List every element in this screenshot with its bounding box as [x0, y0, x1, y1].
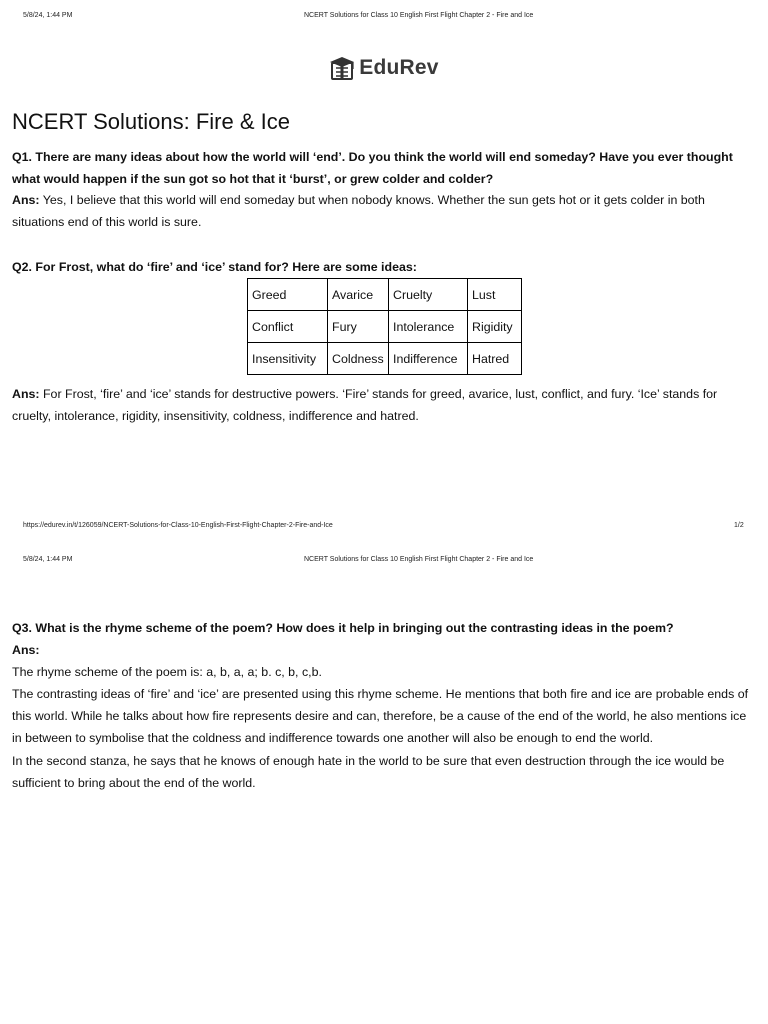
answer-1 [12, 189, 757, 233]
print-header-title: NCERT Solutions for Class 10 English First Flight Chapter 2 - Fire and Ice [304, 556, 534, 563]
question-3: Q3. What is the rhyme scheme of the poem? How does it help in bringing out the contrasting ideas in the poem? [12, 621, 674, 635]
answer-label: Ans: [12, 193, 40, 207]
ideas-table [247, 278, 522, 375]
table-row [248, 279, 522, 311]
answer-3-paragraph-3: In the second stanza, he says that he knows of enough hate in the world to be sure that even destruction through the ice would be sufficient to bring about the end of the world. [12, 754, 725, 790]
table-row [248, 311, 522, 343]
question-2: Q2. For Frost, what do ‘fire’ and ‘ice’ stand for? Here are some ideas: [12, 260, 417, 274]
answer-text: Yes, I believe that this world will end someday but when nobody knows. Whether the sun gets hot or it gets colder in both situations end of this world is sure. [12, 193, 705, 229]
table-cell: Hatred [468, 343, 522, 375]
print-page-number: 1/2 [734, 522, 744, 529]
answer-3-paragraph-2: The contrasting ideas of ‘fire’ and ‘ice’ are presented using this rhyme scheme. He mentions that both fire and ice are probable ends of this world. While he talks about how fire represents desire and can, therefore, be a cause of the end of the world, he also mentions ice in between to symbolise that the coldness and indifference towards one another will also be enough to end the world. [12, 687, 749, 745]
table-cell: Avarice [328, 279, 389, 311]
table-cell: Greed [248, 279, 328, 311]
table-cell: Rigidity [468, 311, 522, 343]
edurev-logo[interactable] [0, 55, 768, 81]
question-1: Q1. There are many ideas about how the world will ‘end’. Do you think the world will end someday? Have you ever thought what would happen if the sun got so hot that it ‘burst’, or grew colder and colder? [12, 150, 733, 186]
answer-label: Ans: [12, 387, 40, 401]
table-cell: Insensitivity [248, 343, 328, 375]
print-footer-url[interactable]: https://edurev.in/t/126059/NCERT-Solutions-for-Class-10-English-First-Flight-Chapter-2-Fire-and-Ice [23, 522, 333, 529]
answer-2 [12, 383, 757, 427]
table-cell: Intolerance [389, 311, 468, 343]
print-header-title: NCERT Solutions for Class 10 English First Flight Chapter 2 - Fire and Ice [304, 12, 534, 19]
logo-text: EduRev [359, 56, 439, 79]
table-cell: Coldness [328, 343, 389, 375]
print-datetime: 5/8/24, 1:44 PM [23, 12, 73, 19]
answer-text: For Frost, ‘fire’ and ‘ice’ stands for destructive powers. ‘Fire’ stands for greed, avarice, lust, conflict, and fury. ‘Ice’ stands for cruelty, intolerance, rigidity, insensitivity, coldness, indifference and hatred. [12, 387, 718, 423]
table-cell: Fury [328, 311, 389, 343]
table-cell: Lust [468, 279, 522, 311]
answer-3-line-1: The rhyme scheme of the poem is: a, b, a, a; b. c, b, c,b. [12, 665, 322, 679]
page-title: NCERT Solutions: Fire & Ice [12, 109, 290, 134]
table-row [248, 343, 522, 375]
table-cell: Conflict [248, 311, 328, 343]
print-datetime: 5/8/24, 1:44 PM [23, 556, 73, 563]
table-cell: Indifference [389, 343, 468, 375]
table-cell: Cruelty [389, 279, 468, 311]
graduation-cap-icon [329, 55, 355, 81]
answer-label: Ans: [12, 643, 40, 657]
